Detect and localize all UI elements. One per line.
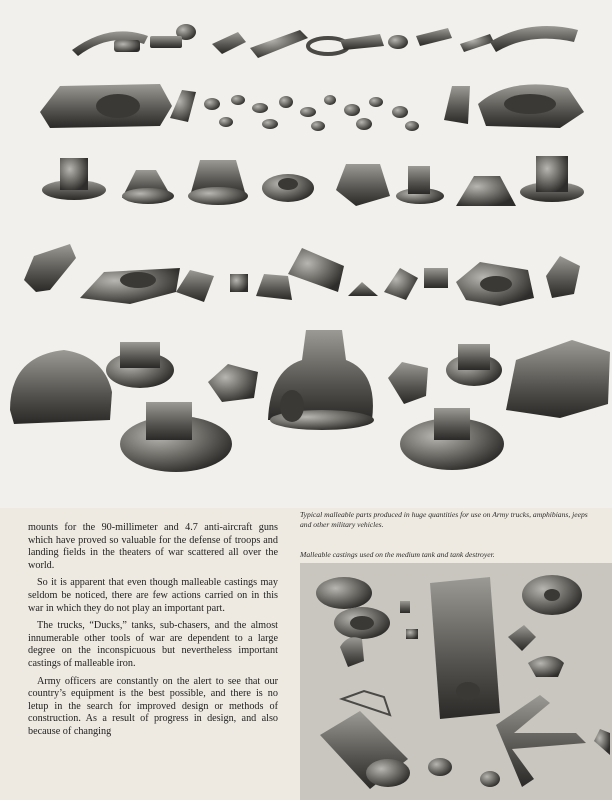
castings-photo-bottom	[300, 563, 612, 800]
castings-row-2	[40, 84, 584, 131]
castings-row-3	[42, 156, 584, 206]
castings-row-5	[10, 330, 610, 472]
article-body	[28, 522, 278, 744]
castings-row-4	[24, 244, 580, 306]
article-paragraph-3: The trucks, “Ducks,” tanks, sub-chasers, and the almost innumerable other tools of war are dependent to a large degree on the inconspicuous but nevertheless important castings of malleable iron.	[28, 620, 278, 669]
article-paragraph-4: Army officers are constantly on the alert to see that our country’s equipment is the best possible, and there is no letup in the search for improved design or methods of construction. As a result of progress in design, and also because of changing	[28, 675, 278, 737]
article-paragraph-2: So it is apparent that even though malleable castings may seldom be noticed, there are few actions carried on in this war in which they do not play an important part.	[28, 577, 278, 614]
bottom-photo-caption: Malleable castings used on the medium tank and tank destroyer.	[300, 550, 495, 559]
top-photo-caption: Typical malleable parts produced in huge quantities for use on Army trucks, amphibians, jeeps and other military vehicles.	[300, 510, 588, 529]
castings-row-1	[72, 24, 578, 58]
article-paragraph-1: mounts for the 90-millimeter and 4.7 anti-aircraft guns which have proved so valuable for the defense of troops and landing fields in the theaters of war scattered all over the world.	[28, 522, 278, 571]
castings-illustration-bottom	[300, 563, 612, 800]
